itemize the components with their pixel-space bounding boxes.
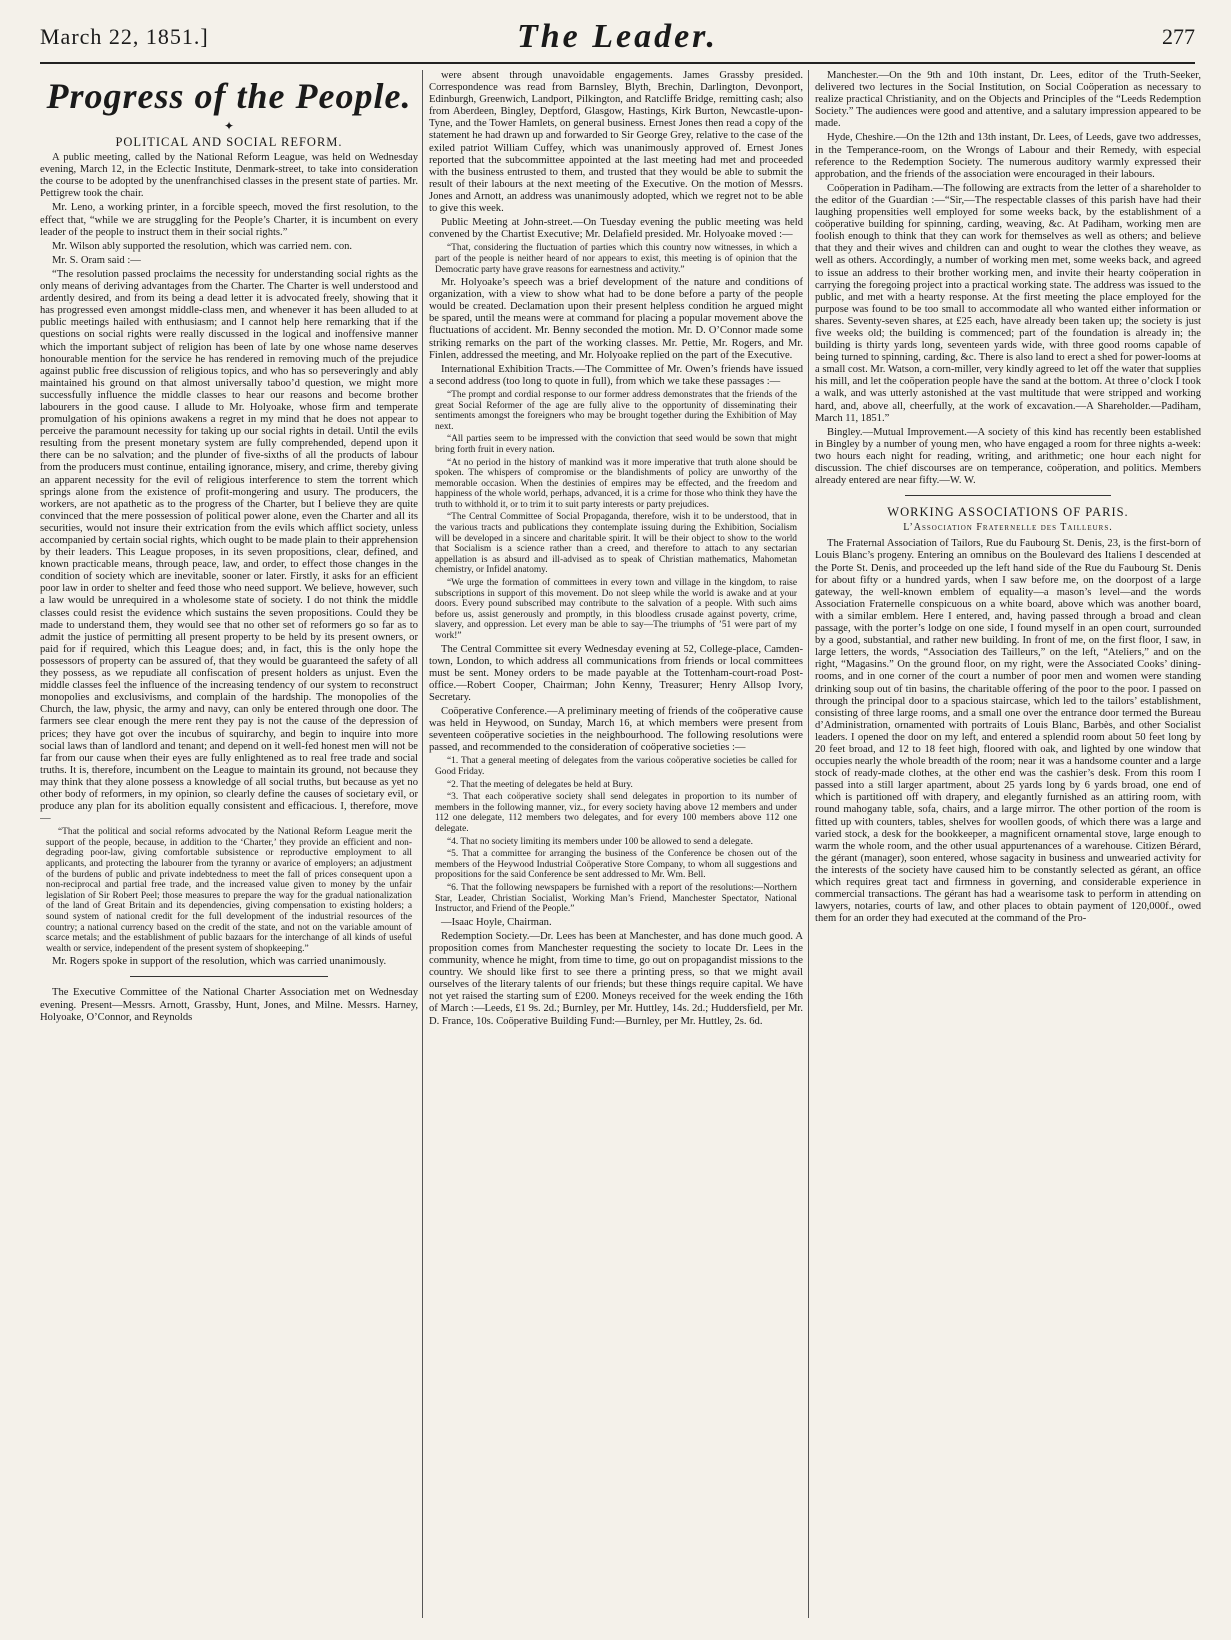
ornament-divider: ✦: [223, 119, 235, 133]
paragraph: Mr. Holyoake’s speech was a brief development of the nature and conditions of organization, with a view to show what had to be done before a party of the people would be created. Declamation upon their present helpless condition he argued might be spared, until the means were at command for placing a popular movement above the fluctuations of accident. Mr. Benny seconded the motion. Mr. D. O’Connor made some striking remarks on the part of the working classes. Mr. Pettie, Mr. Rogers, and Mr. Finlen, addressed the meeting, and Mr. Holyoake replied on the part of the Executive.: [429, 277, 803, 361]
page-number: 277: [1162, 24, 1195, 49]
quoted-text: “All parties seem to be impressed with the conviction that seed would be sown that might bring forth fruit in every nation.: [435, 434, 797, 455]
paragraph: The Fraternal Association of Tailors, Rue du Faubourg St. Denis, 23, is the first-born of Louis Blanc’s progeny. Entering an omnibus on the Boulevard des Italiens I descended at the Porte St. Denis, and proceeded up the left hand side of the Rue du Faubourg St. Denis for about fifty or a hundred yards, when I saw before me, on the doorpost of a large gateway, the well-known emblem of equality—a mason’s level—and the words Association Fraternelle conspicuous on a white board, above which was another board, with a similar emblem. Here I entered, and, having passed through a broad and clean passage, with the porter’s lodge on one side, I found myself in an open court, surrounded by a good, substantial, and rather new building. In front of me, on the first floor, I saw, in large letters, the words, “Association des Tailleurs,” on the left, “Ateliers,” and on the right, “Magasins.” On the ground floor, on my right, were the Associated Cooks’ dining-rooms, and in one corner of the court a number of poor men and women were standing drinking soup out of tin basins, the charitable offering of the poor to the poor. I passed on through the principal door to a spacious staircase, which led to the tailors’ establishment, consisting of three large rooms, and a small one over the entrance door termed the Bureau d’Administration, ornamented with portraits of Louis Blanc, Barbès, and other Socialist leaders. I opened the door on my left, and entered a splendid room about 50 feet long by 20 feet broad, and 12 to 18 feet high, floored with oak, and lighted by one window that occupies nearly the whole breadth of the room; near it was a handsome counter and a large stock of ready-made clothes, at the other end was the cashier’s desk. From this room I passed into a still larger apartment, about 25 yards long by 6 yards broad, one end of which is partitioned off with drapery, and elegantly furnished as an attiring room, with round mahogany table, sofa, chairs, and a large mirror. The other portion of the room is fitted up with counters, tables, shelves for woollen goods, of which there was a large and varied stock, a desk for the bookkeeper, a magnificent ornamental stove, large enough to warm the whole room, and the other usual appurtenances of a warehouse. Citizen Bérard, the gérant (manager), soon entered, whose sagacity in business and unwearied activity for the interests of the society have caused him to be constantly selected as gérant, an office which requires great tact and firmness in governing, and considerable experience in commercial transactions. The gérant has had a wearisome task to perform in attending on lawyers, notaries, courts of law, and other places to obtain payment of 120,000f., owed them for an order they had executed at the command of the Pro-: [815, 538, 1201, 925]
article-divider: [130, 976, 328, 977]
quoted-text: “3. That each coöperative society shall send delegates in proportion to its number of members in the following manner, viz., for every society having above 12 members and under 112 one delegate, 112 members two delegates, and for every 100 members above 112 one delegate.: [435, 792, 797, 834]
masthead-rule: [40, 62, 1195, 64]
paragraph: Mr. S. Oram said :—: [52, 254, 141, 266]
paragraph: Bingley.—Mutual Improvement.—A society of this kind has recently been established in Bingley by a number of young men, who have engaged a room for three nights a-week: two hours each night for reading, writing, and arithmetic; one hour each night for discussion. The chief discourses are on temperance, coöperation, and politics. Members already entered are near fifty.—W. W.: [815, 426, 1201, 487]
issue-date: March 22, 1851.]: [40, 24, 209, 49]
column-2: [422, 70, 803, 1618]
section-title: Progress of the People.: [46, 76, 412, 116]
paragraph: Redemption Society.—Dr. Lees has been at Manchester, and has done much good. A proposition comes from Manchester requesting the society to locate Dr. Lees in the community, whence he might, from time to time, go out on propagandist missions to the country. We should like first to see there a printing press, so that we might avail ourselves of the literary talents of our friends; but these things require capital. We have not yet raised the starting sum of £200. Moneys received for the week ending the 16th of March :—Leeds, £1 9s. 2d.; Burnley, per Mr. Huttley, 14s. 2d.; Huddersfield, per Mr. D. France, 10s. Coöperative Building Fund:—Burnley, per Mr. Huttley, 2s. 6d.: [429, 930, 803, 1027]
quoted-text: “6. That the following newspapers be furnished with a report of the resolutions:—Northern Star, Leader, Christian Socialist, Working Man’s Friend, Manchester Spectator, National Instructor, and Friend of the People.”: [435, 882, 797, 915]
paragraph: Hyde, Cheshire.—On the 12th and 13th instant, Dr. Lees, of Leeds, gave two addresses, in the Temperance-room, on the Wrongs of Labour and their Remedy, with especial reference to the Redemption Society. The numerous auditory warmly expressed their approbation, and the friends of the association were encouraged in their labours.: [815, 132, 1201, 180]
paragraph: Mr. Wilson ably supported the resolution, which was carried nem. con.: [52, 240, 353, 252]
masthead: [40, 18, 1195, 62]
article-divider: [905, 495, 1111, 496]
quoted-text: “That, considering the fluctuation of parties which this country now witnesses, in which a part of the people is neither heard of nor appears to exist, this meeting is of opinion that the Democratic party have grave reasons for earnestness and activity.”: [435, 243, 797, 275]
column-1: [40, 70, 418, 1618]
article-heading-political-reform: POLITICAL AND SOCIAL REFORM.: [115, 135, 343, 149]
paragraph: Mr. Leno, a working printer, in a forcible speech, moved the first resolution, to the effect that, “while we are struggling for the People’s Charter, it is incumbent on every leader of the people to instruct them in their social rights.”: [40, 202, 418, 238]
paragraph: “The resolution passed proclaims the necessity for understanding social rights as the only means of deriving advantages from the Charter. The Charter is well understood and ardently desired, and from its being a dead letter it is advocated freely, showing that it has progressed even amongst middle-class men, and whenever it has been alluded to at public meetings hailed with enthusiasm; and I cannot help here remarking that if the questions on social rights were really discussed in the logical and inoffensive manner which the important subject of religion has been of late by one whose name deserves honourable mention for the service he has rendered in removing much of the prejudice against public free discussion of religious topics, and who has so perseveringly and ably maintained his ground on that almost universally taboo’d question, we might more successfully influence the middle classes to hear our reasons and become brother labourers in the good cause. I allude to Mr. Holyoake, whose firm and temperate promulgation of his opinions awakens a regret in my mind that he does not appear to perceive the paramount necessity for taking up our social rights in detail. Until the evils resulting from the present monetary system are fully comprehended, depend upon it there can be no salvation; and the plunder of five-sixths of all the products of labour from the producers must continue, entailing ignorance, misery, and crime, thereby giving an apparent necessity for the evil of religious interference to stem the torrent which springs alone from the existence of profit-mongering and usury. The producers, the workers, are not apathetic as to the progress of the Charter, but I believe they are quite convinced that the mere possession of political power alone, even the Charter and all its securities, would not insure their extrication from the evils which afflict society, unless accompanied by certain social rights, which ought to be made plain to their apprehension by their leaders. This League proposes, in its seven propositions, clear, defined, and known practicable means, through peace, law, and order, to effect those changes in the condition of society which are inevitable, sooner or later. Firstly, it asks for an efficient poor law in order to shelter and feed those who need support. We believe, however, such a law would be unrequired in a wholesome state of society. I do not think the middle classes could resist the evidence which sustains the seven propositions. Could they be made to understand them, they would see that no other set of reformers go so far as to admit the justice of permitting all present property to be held by its present owners, or paid for if required, which this League does; and, in fact, this is the only hope the possessors of property can be assured of, that they would be guaranteed the safety of all they possess, as we repudiate all confiscation of present holders as unjust. Even the middle classes feel the influence of the increasing tendency of our system to reconstruct monopolies and exclusivisms, and complain of the hardship. The monopolies of the Church, the law, physic, the army and navy, can only be entered through one door. The farmers see clear enough the mere rent they pay is not the cause of the depression of prices; they have got over the incubus of squirarchy, and begin to inquire into more social laws than of landlord and tenant; and depend on it well-fed honest men will not be far from our cause when their eyes are fully enlightened as to real free trade and social truths. It is, therefore, incumbent on the League to maintain its ground, not because they may think that they alone possess a knowledge of all social truths, but because as yet no other body of reformers, in my opinion, so clearly define the causes of societary evil, or produce any plan for its abolition equally consistent and efficacious. I, therefore, move—: [40, 268, 418, 825]
paragraph: Coöperation in Padiham.—The following are extracts from the letter of a shareholder to the editor of the Guardian :—“Sir,—The respectable classes of this parish have had their laughing propensities well employed for some weeks back, by the establishment of a coöperative building for spinning, carding, weaving, &c. At Padiham, working men are foolish enough to think that they can work for themselves as well as others; and believe that they and their wives and children can and ought to wear the clothes they weave, as well as others. Accordingly, a number of working men met, some weeks back, and agreed to issue an address to their brother working men, and invite their hearty coöperation in carrying the foregoing project into a practical working state. The address was issued to the public, and met with a hearty response. At the first meeting the place employed for the purpose was found to be too small to accommodate all who wanted either information or shares. Seventy-seven shares, at £25 each, have already been taken up; the society is just five weeks old; the building is commenced; part of the foundation is already in; the building is thirty yards long, seventeen yards wide, with three good rooms capable of being turned to spinning, carding, &c. There is also land to erect a shed for power-looms at a small cost. Mr. Watson, a corn-miller, very kindly agreed to let off the water that supplies his mill, and let the coöperation people have the sand at the bottom. At three o’clock I took a walk, and was utterly astonished at the vast multitude that were stripped and working hard, and, above all, cheerfully, at the work of excavation.—A Shareholder.—Padiham, March 11, 1851.”: [815, 182, 1201, 424]
paragraph: were absent through unavoidable engagements. James Grassby presided. Correspondence was read from Barnsley, Blyth, Brechin, Darlington, Devonport, Edinburgh, Greenwich, Landport, Pilkington, and Ratcliffe Bridge, remitting cash; also from Aberdeen, Bingley, Deptford, Glasgow, Hastings, Kirk Burton, Newcastle-upon-Tyne, and the Tower Hamlets, on general business. Ernest Jones then read a copy of the statement he had drawn up and forwarded to Sir George Grey, relative to the case of the exiled patriot William Cuffey, which was unanimously approved of. Ernest Jones reported that the subcommittee appointed at the last meeting had met and proceeded with the business entrusted to them, and trusted that they would be able to submit the result of their labours at the next meeting of the Executive. On the motion of Messrs. Jones and Arnott, an address was unanimously adopted, which we regret not to be able to give this week.: [429, 70, 803, 215]
quoted-text: “The prompt and cordial response to our former address demonstrates that the friends of the great Social Reformer of the age are fully alive to the opportunity of disseminating their sentiments amongst the foreigners who may be brought together during the Exhibition of May next.: [435, 389, 797, 432]
paragraph: Mr. Rogers spoke in support of the resolution, which was carried unanimously.: [52, 956, 387, 968]
paragraph: The Executive Committee of the National Charter Association met on Wednesday evening. Present—Messrs. Arnott, Grassby, Hunt, Jones, and Milne. Messrs. Harney, Holyoake, O’Connor, and Reynolds: [40, 987, 418, 1023]
quoted-text: “2. That the meeting of delegates be held at Bury.: [447, 779, 633, 790]
quoted-text: “We urge the formation of committees in every town and village in the kingdom, to raise subscriptions in support of this movement. Do not sleep while the world is awake and at your doors. Every pound subscribed may contribute to the salvation of a people. With such aims before us, assist generously and promptly, in this bloodless crusade against poverty, crime, slavery, and oppression. Let every man be able to say—The triumphs of ’51 were part of my work!”: [435, 578, 797, 641]
paragraph: A public meeting, called by the National Reform League, was held on Wednesday evening, March 12, in the Eclectic Institute, Denmark-street, to take into consideration the course to be adopted by the unenfranchised classes in the present state of parties. Mr. Pettigrew took the chair.: [40, 152, 418, 200]
paragraph: Manchester.—On the 9th and 10th instant, Dr. Lees, editor of the Truth-Seeker, delivered two lectures in the Social Institution, on Social Coöperation as necessary to realize practical Christianity, and on the Objects and Principles of the “Leeds Redemption Society.” The audiences were good and attentive, and a salutary impression appeared to be made.: [815, 70, 1201, 130]
quoted-text: “The Central Committee of Social Propaganda, therefore, wish it to be understood, that in the various tracts and publications they contemplate issuing during the Exhibition, Socialism will be developed in a sincere and charitable spirit. It will be their object to show to the world that Socialism is a science rather than a creed, and therefore to attach to any sectarian appellation is as absurd and ill-advised as to speak of Christian mathematics, Mahometan chemistry, or Infidel anatomy.: [435, 512, 797, 576]
quoted-text: “5. That a committee for arranging the business of the Conference be chosen out of the members of the Heywood Industrial Coöperative Store Company, to whom all suggestions and propositions for the said Conference be sent addressed to Mr. Wm. Bell.: [435, 849, 797, 881]
paragraph: The Central Committee sit every Wednesday evening at 52, College-place, Camden-town, London, to which address all communications from friends or local committees must be sent. Money orders to be made payable at the Tottenham-court-road Post-office.—Robert Cooper, Chairman; John Kenny, Treasurer; Henry Allsop Ivory, Secretary.: [429, 643, 803, 703]
paragraph: Public Meeting at John-street.—On Tuesday evening the public meeting was held convened by the Chartist Executive; Mr. Delafield presided. Mr. Holyoake moved :—: [429, 217, 803, 241]
newspaper-title: The Leader.: [516, 18, 719, 55]
quoted-resolution: “That the political and social reforms advocated by the National Reform League merit the support of the people, because, in addition to the ‘Charter,’ they provide an efficient and non-degrading poor-law, giving comfortable subsistence or reproductive employment to all applicants, and protecting the labourer from the tyranny or avarice of employers; an adjustment of the burdens of public and private indebtedness to meet the fall of prices consequent upon a non-reciprocal and partial free trade, and the increased value given to money by the unfair legislation of Sir Robert Peel; those measures to prepare the way for the gradual nationalization of the land of Great Britain and its dependencies, giving compensation to existing holders; a sound system of national credit for the full development of the industrial resources of the country; a national currency based on the credit of the state, and not on the variable amount of scarce metals; and the establishment of public bazaars for the interchange of all kinds of useful wealth or service, independent of the present system of shopkeeping.”: [46, 827, 412, 954]
column-3: [808, 70, 1201, 1618]
article-heading-working-associations: WORKING ASSOCIATIONS OF PARIS.: [887, 505, 1129, 520]
paragraph: Coöperative Conference.—A preliminary meeting of friends of the coöperative cause was held in Heywood, on Sunday, March 16, at which members were present from seventeen coöperative societies in the neighbourhood. The following resolutions were passed, and recommended to the consideration of coöperative societies :—: [429, 706, 803, 754]
paragraph: International Exhibition Tracts.—The Committee of Mr. Owen’s friends have issued a second address (too long to quote in full), from which we take these passages :—: [429, 363, 803, 387]
quoted-text: “4. That no society limiting its members under 100 be allowed to send a delegate.: [447, 836, 754, 847]
article-subheading: L’Association Fraternelle des Tailleurs.: [903, 522, 1113, 534]
signature-line: —Isaac Hoyle, Chairman.: [441, 916, 552, 928]
quoted-text: “1. That a general meeting of delegates from the various coöperative societies be called for Good Friday.: [435, 756, 797, 778]
quoted-text: “At no period in the history of mankind was it more imperative that truth alone should be spoken. The whispers of compromise or the blandishments of policy are unworthy of the memorable occasion. When the destinies of empires may be effected, and the freedom and happiness of the whole world, perhaps, advanced, it is a crime for those who think they have the truth to withhold it, or to trim it to suit party interests or party prejudices.: [435, 457, 797, 510]
